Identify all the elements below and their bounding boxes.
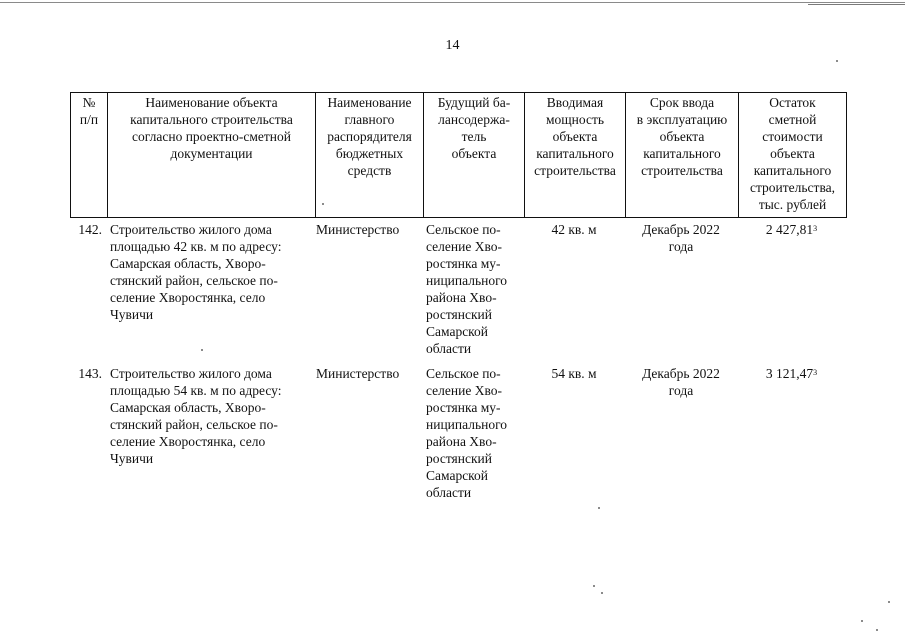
table-header xyxy=(70,92,847,218)
scan-speck xyxy=(322,203,324,205)
deadline-value: Декабрь 2022 года xyxy=(642,222,720,254)
capital-construction-table xyxy=(70,92,847,500)
future-holder: Сельское по- селение Хво- ростянка му- ниципального района Хво- ростянский Самарской области xyxy=(426,222,508,356)
header-col-remaining-cost: Остаток сметной стоимости объекта капитального строительства, тыс. рублей xyxy=(749,95,836,212)
scan-speck xyxy=(888,601,890,603)
header-col-holder: Будущий ба- лансодержа- тель объекта xyxy=(437,95,511,161)
budget-manager: Министерство xyxy=(316,366,400,381)
future-holder: Сельское по- селение Хво- ростянка му- ниципального района Хво- ростянский Самарской области xyxy=(426,366,508,500)
top-edge-line-right xyxy=(808,4,905,5)
header-col-capacity: Вводимая мощность объекта капитального строительства xyxy=(534,95,616,178)
header-col-number: № п/п xyxy=(79,95,99,127)
budget-manager: Министерство xyxy=(316,222,400,237)
scan-speck xyxy=(601,592,603,594)
header-col-deadline: Срок ввода в эксплуатацию объекта капитального строительства xyxy=(636,95,728,178)
remaining-cost-value: 3 121,47$^3$ xyxy=(765,366,818,381)
object-name: Строительство жилого дома площадью 42 кв. м по адресу: Самарская область, Хворо- стянский район, сельское по- селение Хворостянка, село Чувичи xyxy=(110,222,282,322)
header-col-object-name: Наименование объекта капитального строительства согласно проектно-сметной документации xyxy=(130,95,293,161)
remaining-cost-value: 2 427,81$^3$ xyxy=(765,222,818,237)
deadline-value: Декабрь 2022 года xyxy=(642,366,720,398)
capacity-value: 42 кв. м xyxy=(551,222,597,237)
scan-speck xyxy=(598,507,600,509)
footnote-mark: 3 xyxy=(813,224,818,233)
header-col-manager: Наименование главного распорядителя бюджетных средств xyxy=(327,95,412,178)
scan-speck xyxy=(861,620,863,622)
row-number: 142. xyxy=(78,222,102,237)
scan-speck xyxy=(836,60,838,62)
scan-speck xyxy=(876,629,878,631)
page-number: 14 xyxy=(445,38,460,53)
capacity-value: 54 кв. м xyxy=(551,366,597,381)
scan-speck xyxy=(593,585,595,587)
object-name: Строительство жилого дома площадью 54 кв. м по адресу: Самарская область, Хворо- стянский район, сельское по- селение Хворостянка, село Чувичи xyxy=(110,366,282,466)
top-edge-line xyxy=(0,2,905,3)
row-number: 143. xyxy=(78,366,102,381)
scan-speck xyxy=(201,349,203,351)
footnote-mark: 3 xyxy=(813,368,818,377)
